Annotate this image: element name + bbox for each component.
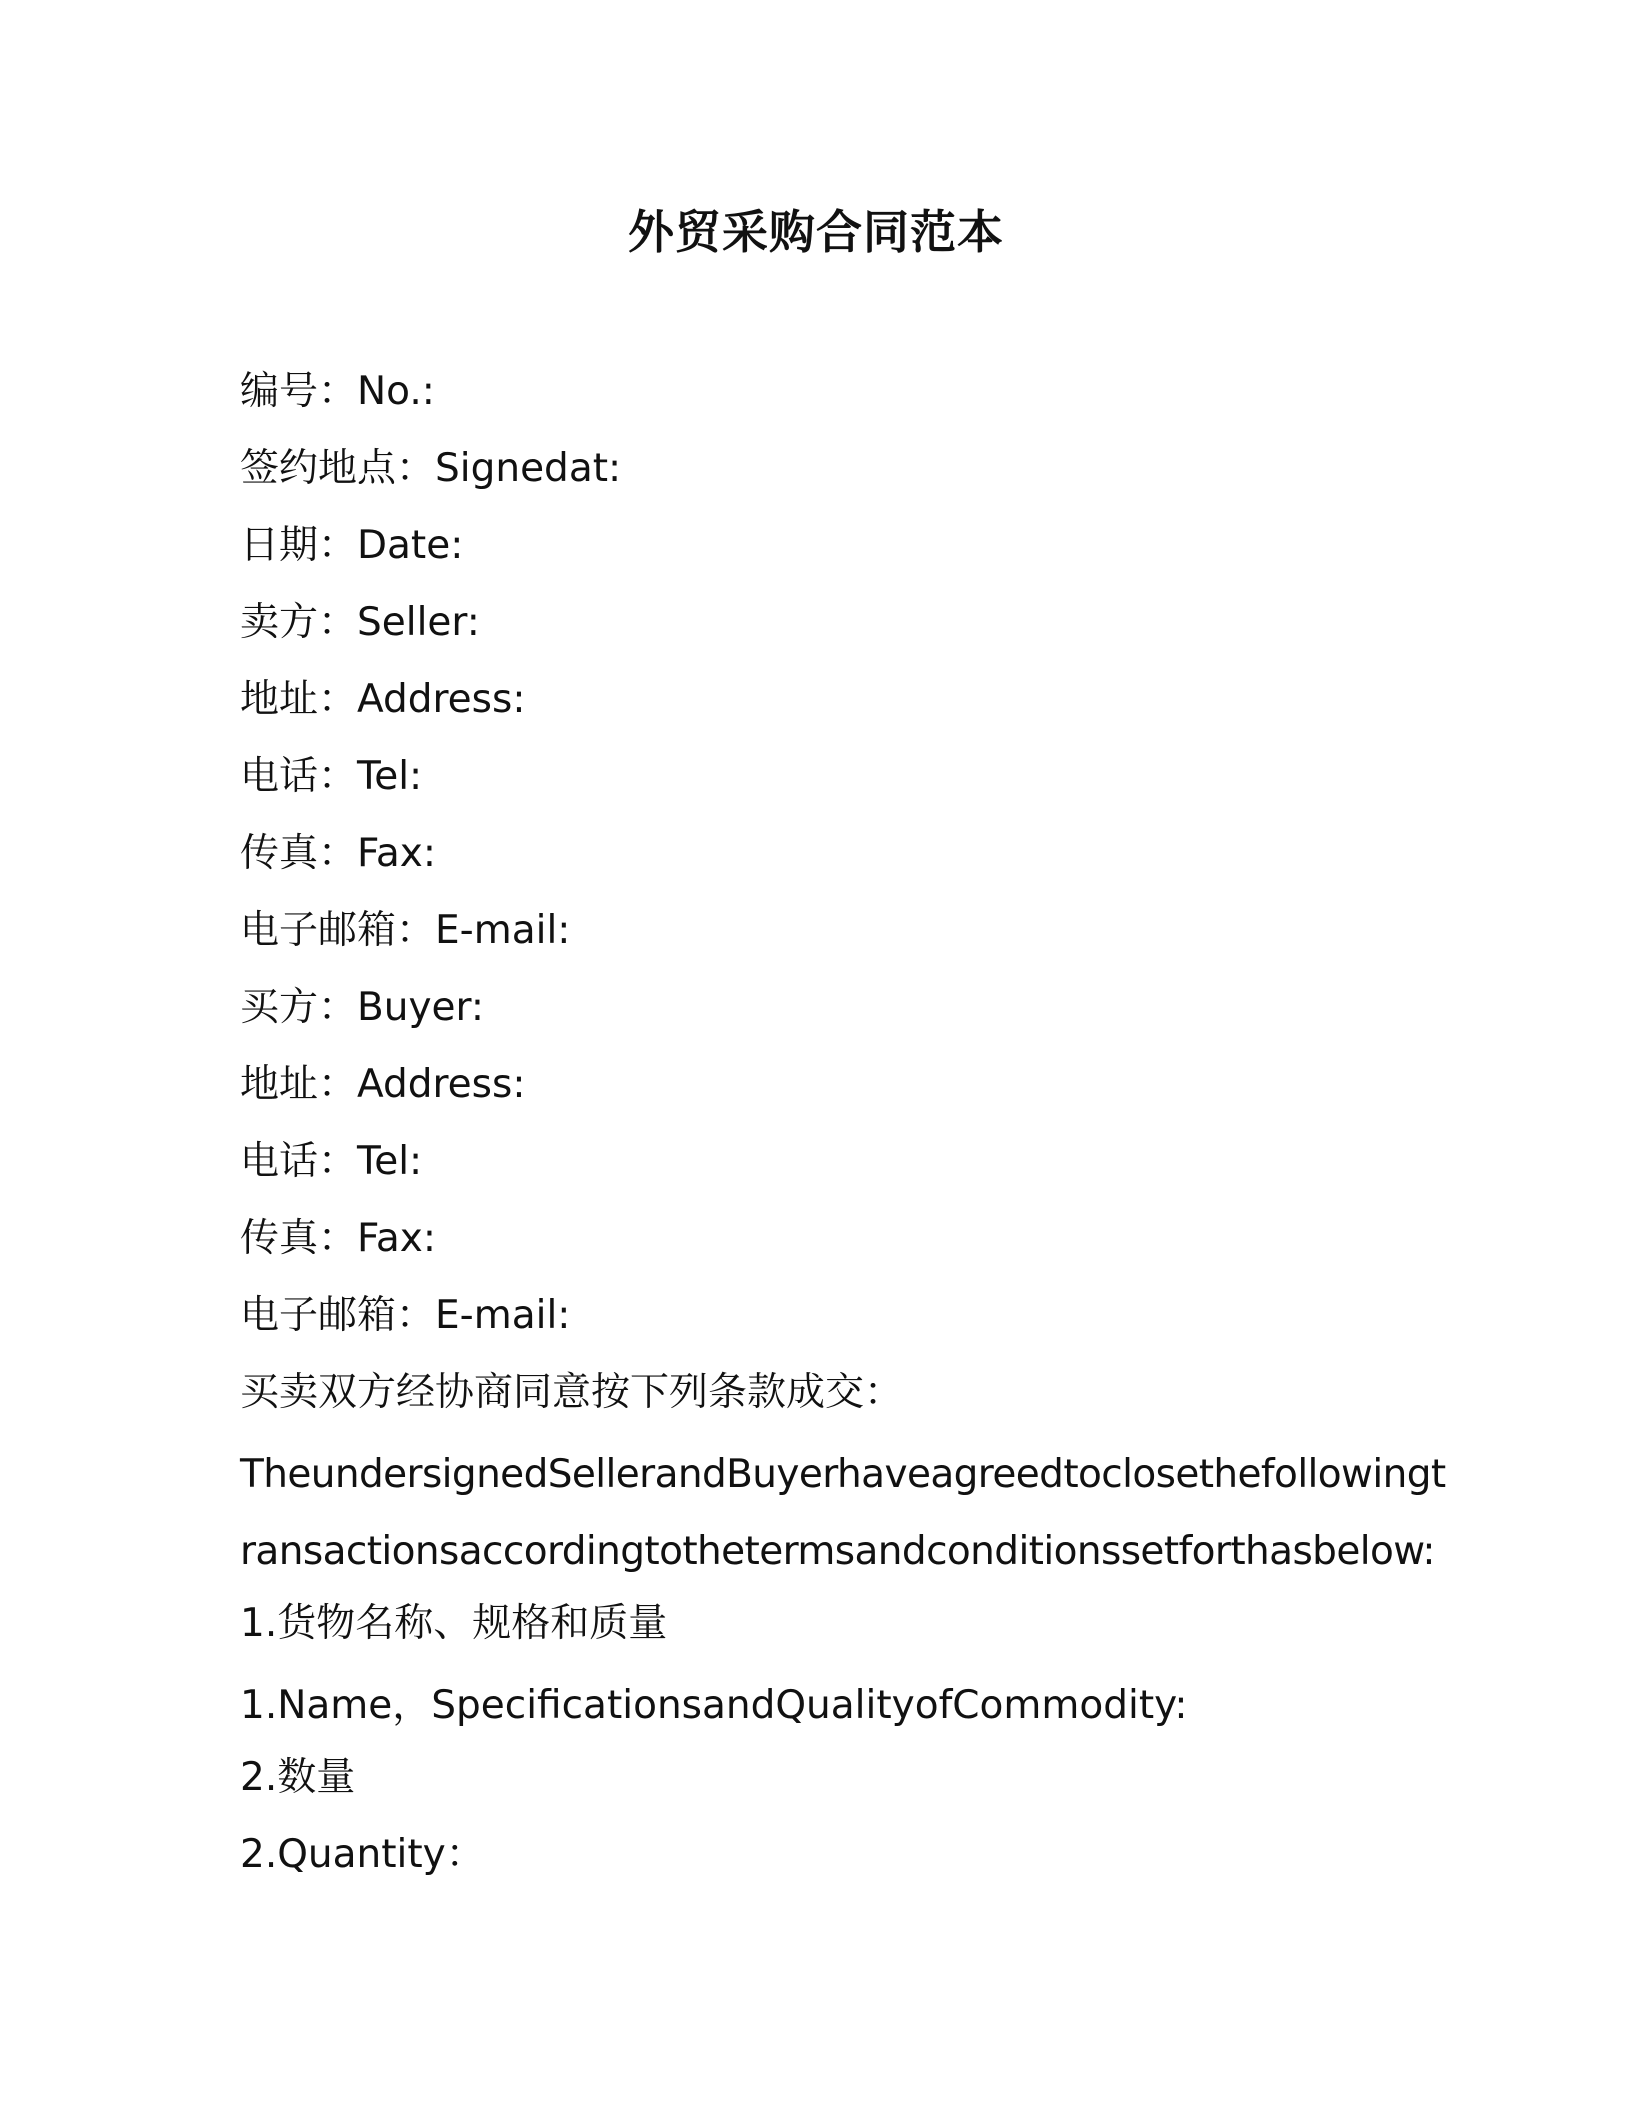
field-seller-fax: 传真：Fax: [240, 831, 436, 876]
agreement-statement-en-line-1: TheundersignedSellerandBuyerhaveagreedtoclosethefollowingt [240, 1452, 1446, 1497]
field-contract-number: 编号：No.: [240, 369, 435, 414]
field-buyer-email: 电子邮箱：E-mail: [240, 1293, 571, 1338]
field-seller: 卖方：Seller: [240, 600, 480, 645]
clause-2-heading-en: 2.Quantity： [240, 1832, 485, 1877]
clause-1-heading-en: 1.Name，SpecificationsandQualityofCommodity: [240, 1683, 1188, 1728]
field-buyer: 买方：Buyer: [240, 985, 485, 1030]
field-buyer-fax: 传真：Fax: [240, 1216, 436, 1261]
clause-1-heading-cn: 1.货物名称、规格和质量 [240, 1601, 668, 1646]
field-date: 日期：Date: [240, 523, 464, 568]
field-signing-place: 签约地点：Signedat: [240, 446, 622, 491]
field-buyer-address: 地址：Address: [240, 1062, 526, 1107]
field-seller-tel: 电话：Tel: [240, 754, 423, 799]
agreement-statement-en-line-2: ransactionsaccordingtothetermsandconditionssetforthasbelow: [240, 1529, 1435, 1574]
document-title: 外贸采购合同范本 [628, 205, 1004, 259]
field-seller-address: 地址：Address: [240, 677, 526, 722]
clause-2-heading-cn: 2.数量 [240, 1755, 356, 1800]
field-buyer-tel: 电话：Tel: [240, 1139, 423, 1184]
agreement-statement-cn: 买卖双方经协商同意按下列条款成交： [240, 1370, 904, 1415]
field-seller-email: 电子邮箱：E-mail: [240, 908, 571, 953]
